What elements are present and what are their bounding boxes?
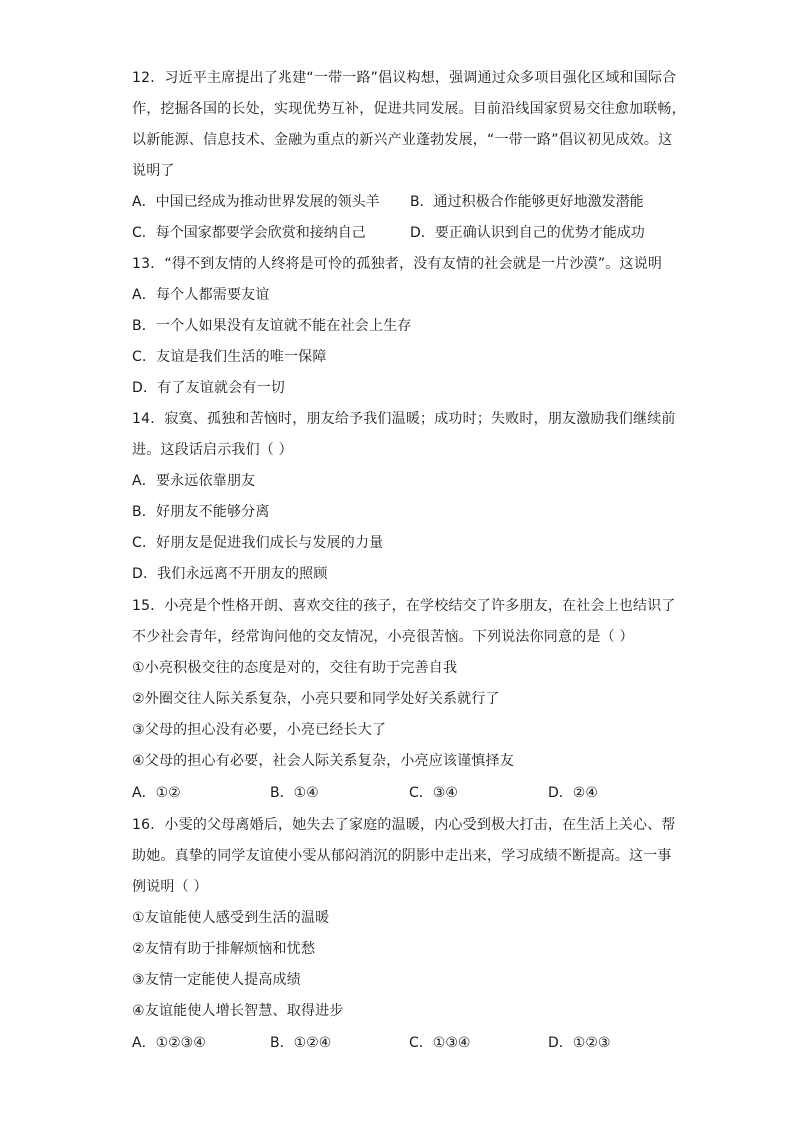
q15-statement-4: ④父母的担心有必要，社会人际关系复杂，小亮应该谨慎择友 [132,753,514,769]
q14-option-b: B．好朋友不能够分离 [132,504,270,520]
q13-option-b: B．一个人如果没有友谊就不能在社会上生存 [132,318,412,334]
q13-option-c: C．友谊是我们生活的唯一保障 [132,349,327,365]
q12-options-row-1 [132,192,664,212]
q16-option-a: A．①②③④ [132,1035,206,1051]
q13-stem: 13．“得不到友情的人终将是可怜的孤独者，没有友情的社会就是一片沙漠”。这说明 [132,256,663,272]
q15-statement-1: ①小亮积极交往的态度是对的，交往有助于完善自我 [132,660,458,676]
q16-stem-line-1: 16．小雯的父母离婚后，她失去了家庭的温暖，内心受到极大打击，在生活上关心、帮 [132,817,676,833]
q15-statement-3: ③父母的担心没有必要，小亮已经长大了 [132,722,387,738]
q16-stem-line-3: 例说明（ ） [132,879,208,895]
q15-option-b: B．①④ [270,785,319,801]
q12-options-row-2 [132,223,664,243]
q14-stem-line-2: 进。这段话启示我们（ ） [132,442,293,458]
q16-options-row [132,1033,664,1053]
q16-statement-4: ④友谊能使人增长智慧、取得进步 [132,1003,344,1019]
q12-option-d: D．要正确认识到自己的优势才能成功 [410,225,645,241]
q12-stem-line-2: 作，挖掘各国的长处，实现优势互补，促进共同发展。目前沿线国家贸易交往愈加联畅， [132,101,686,117]
q16-statement-1: ①友谊能使人感受到生活的温暖 [132,910,330,926]
q15-option-d: D．②④ [548,785,598,801]
q16-option-c: C．①③④ [409,1035,471,1051]
q15-option-a: A．①② [132,785,181,801]
q13-option-a: A．每个人都需要友谊 [132,287,270,303]
q14-option-d: D．我们永远离不开朋友的照顾 [132,566,328,582]
q12-option-a: A．中国已经成为推动世界发展的领头羊 [132,194,380,210]
q14-option-a: A．要永远依靠朋友 [132,473,256,489]
q15-stem-line-1: 15．小亮是个性格开朗、喜欢交往的孩子，在学校结交了许多朋友，在社会上也结识了 [132,598,676,614]
q15-option-c: C．③④ [409,785,458,801]
q16-stem-line-2: 助她。真挚的同学友谊使小雯从郁闷消沉的阴影中走出来，学习成绩不断提高。这一事 [132,848,672,864]
q16-statement-2: ②友情有助于排解烦恼和忧愁 [132,941,316,957]
q16-statement-3: ③友情一定能使人提高成绩 [132,972,301,988]
q12-stem-line-3: 以新能源、信息技术、金融为重点的新兴产业蓬勃发展，“一带一路”倡议初见成效。这 [132,132,673,148]
q12-stem-line-4: 说明了 [132,163,175,179]
q16-option-d: D．①②③ [548,1035,611,1051]
q12-option-c: C．每个国家都要学会欣赏和接纳自己 [132,225,366,241]
q15-stem-line-2: 不少社会青年，经常询问他的交友情况，小亮很苦恼。下列说法你同意的是（ ） [132,629,634,645]
q16-option-b: B．①②④ [270,1035,332,1051]
q15-statement-2: ②外圈交往人际关系复杂，小亮只要和同学处好关系就行了 [132,691,500,707]
q12-option-b: B．通过积极合作能够更好地激发潜能 [410,194,644,210]
q14-stem-line-1: 14．寂寞、孤独和苦恼时，朋友给予我们温暖；成功时；失败时，朋友激励我们继续前 [132,411,676,427]
q14-option-c: C．好朋友是促进我们成长与发展的力量 [132,535,384,551]
q12-stem-line-1: 12．习近平主席提出了兆建“一带一路”倡议构想，强调通过众多项目强化区域和国际合 [132,70,677,86]
q15-options-row [132,783,664,803]
q13-option-d: D．有了友谊就会有一切 [132,380,285,396]
